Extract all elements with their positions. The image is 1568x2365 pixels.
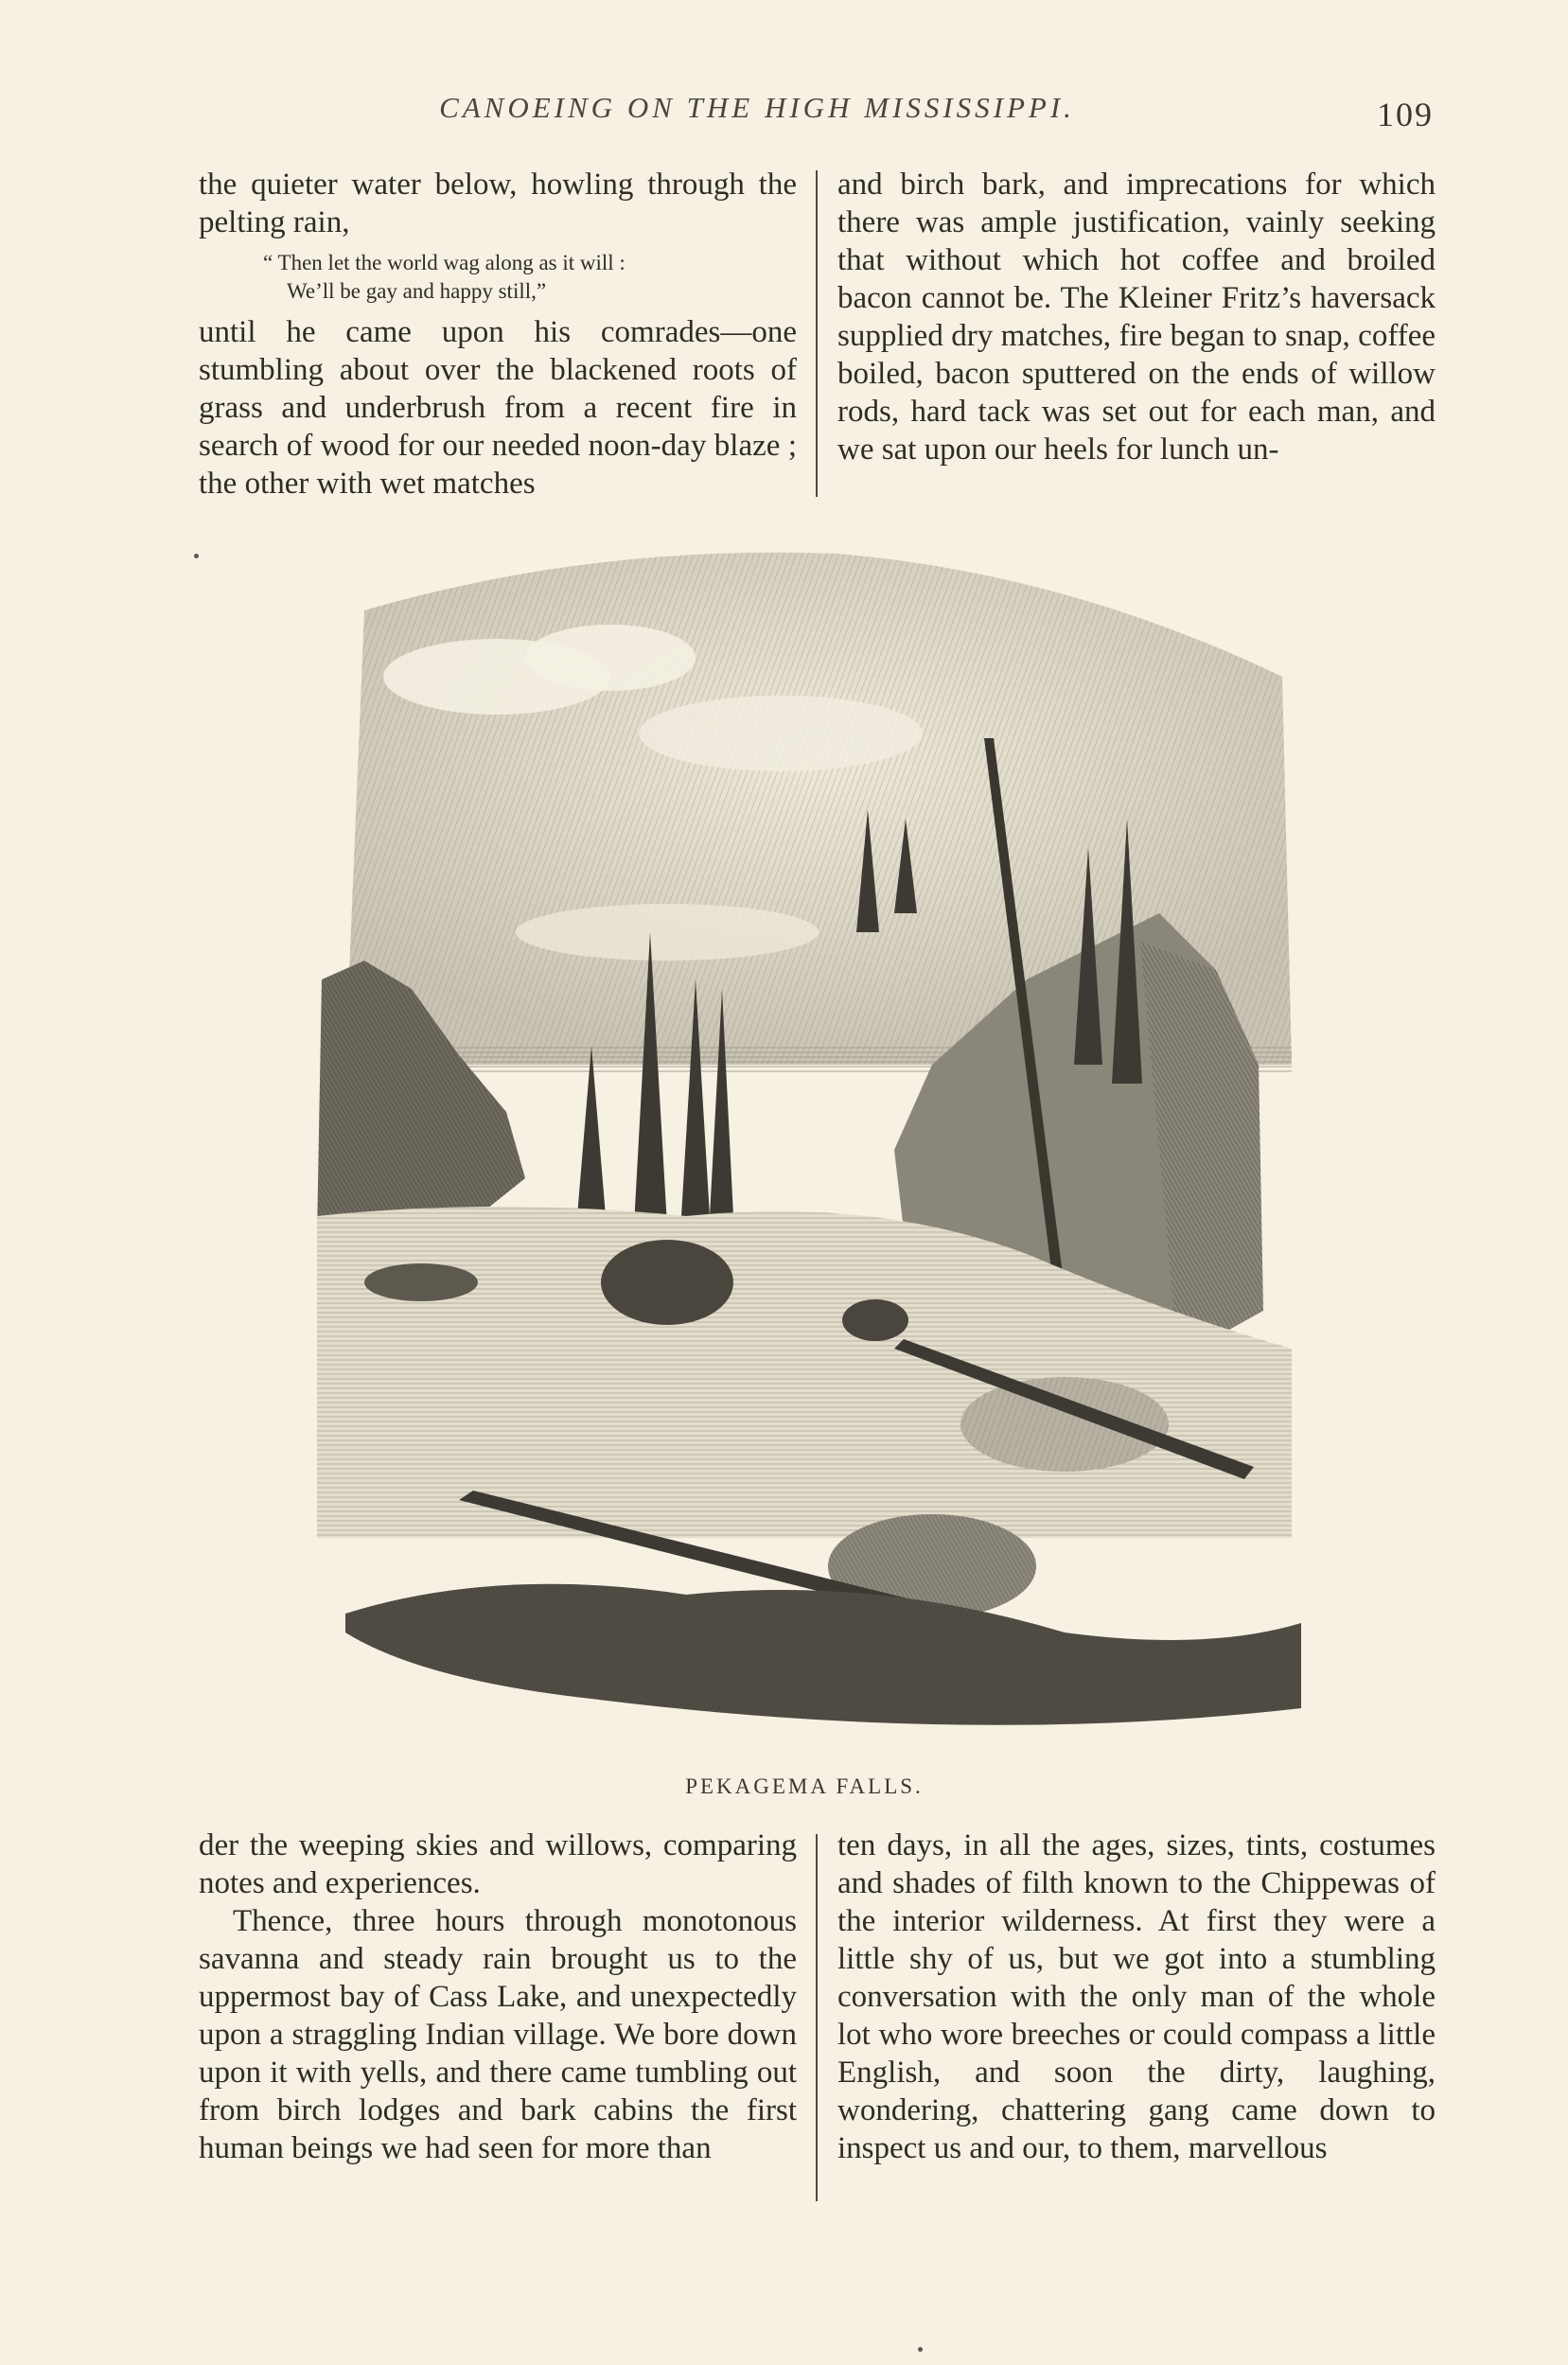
verse-line: “ Then let the world wag along as it will : — [263, 251, 625, 274]
verse-quote — [263, 249, 797, 306]
rock — [364, 1263, 478, 1301]
print-speck — [918, 2347, 923, 2352]
page-number: 109 — [1377, 96, 1434, 133]
text-column-bottom-right — [837, 1827, 1436, 2167]
engraving-illustration — [308, 535, 1334, 1765]
column-divider — [816, 1834, 818, 2201]
text-column-bottom-left — [199, 1827, 797, 2167]
rock — [842, 1299, 908, 1341]
print-speck — [194, 554, 199, 558]
verse-line: We’ll be gay and happy still,” — [287, 279, 547, 303]
column-divider — [816, 170, 818, 497]
paragraph: Thence, three hours through monotonous savanna and steady rain brought us to the uppermost bay of Cass Lake, and unexpectedly upon a straggling Indian village. We bore down upon it with yells, and there came tumbling out from birch lodges and bark cabins the first human beings we had seen for more than — [199, 1904, 797, 2165]
figure-caption: PEKAGEMA FALLS. — [685, 1774, 924, 1798]
text-column-top-right — [837, 166, 1436, 468]
paragraph: and birch bark, and imprecations for which there was ample justification, vainly seeking that without which hot coffee and broiled bacon cannot be. The Kleiner Fritz’s haversack supplied dry matches, fire began to snap, coffee boiled, bacon sputtered on the ends of willow rods, hard tack was set out for each man, and we sat upon our heels for lunch un- — [837, 168, 1436, 467]
running-head: CANOEING ON THE HIGH MISSISSIPPI. — [439, 91, 1075, 124]
paragraph: until he came upon his comrades—one stumbling about over the blackened roots of grass and underbrush from a recent fire in search of wood for our needed noon-day blaze ; the other with wet matches — [199, 315, 797, 501]
rock — [601, 1240, 733, 1325]
paragraph: der the weeping skies and willows, comparing notes and experiences. — [199, 1828, 797, 1900]
text-column-top-left — [199, 166, 797, 503]
falls-engraving-svg — [308, 535, 1334, 1765]
paragraph: the quieter water below, howling through the pelting rain, — [199, 168, 797, 239]
paragraph: ten days, in all the ages, sizes, tints, costumes and shades of filth known to the Chippewas of the interior wilderness. At first they were a little shy of us, but we got into a stumbling conversation with the only man of the whole lot who wore breeches or could compass a little English, and soon the dirty, laughing, wondering, chattering gang came down to inspect us and our, to them, marvellous — [837, 1828, 1436, 2165]
